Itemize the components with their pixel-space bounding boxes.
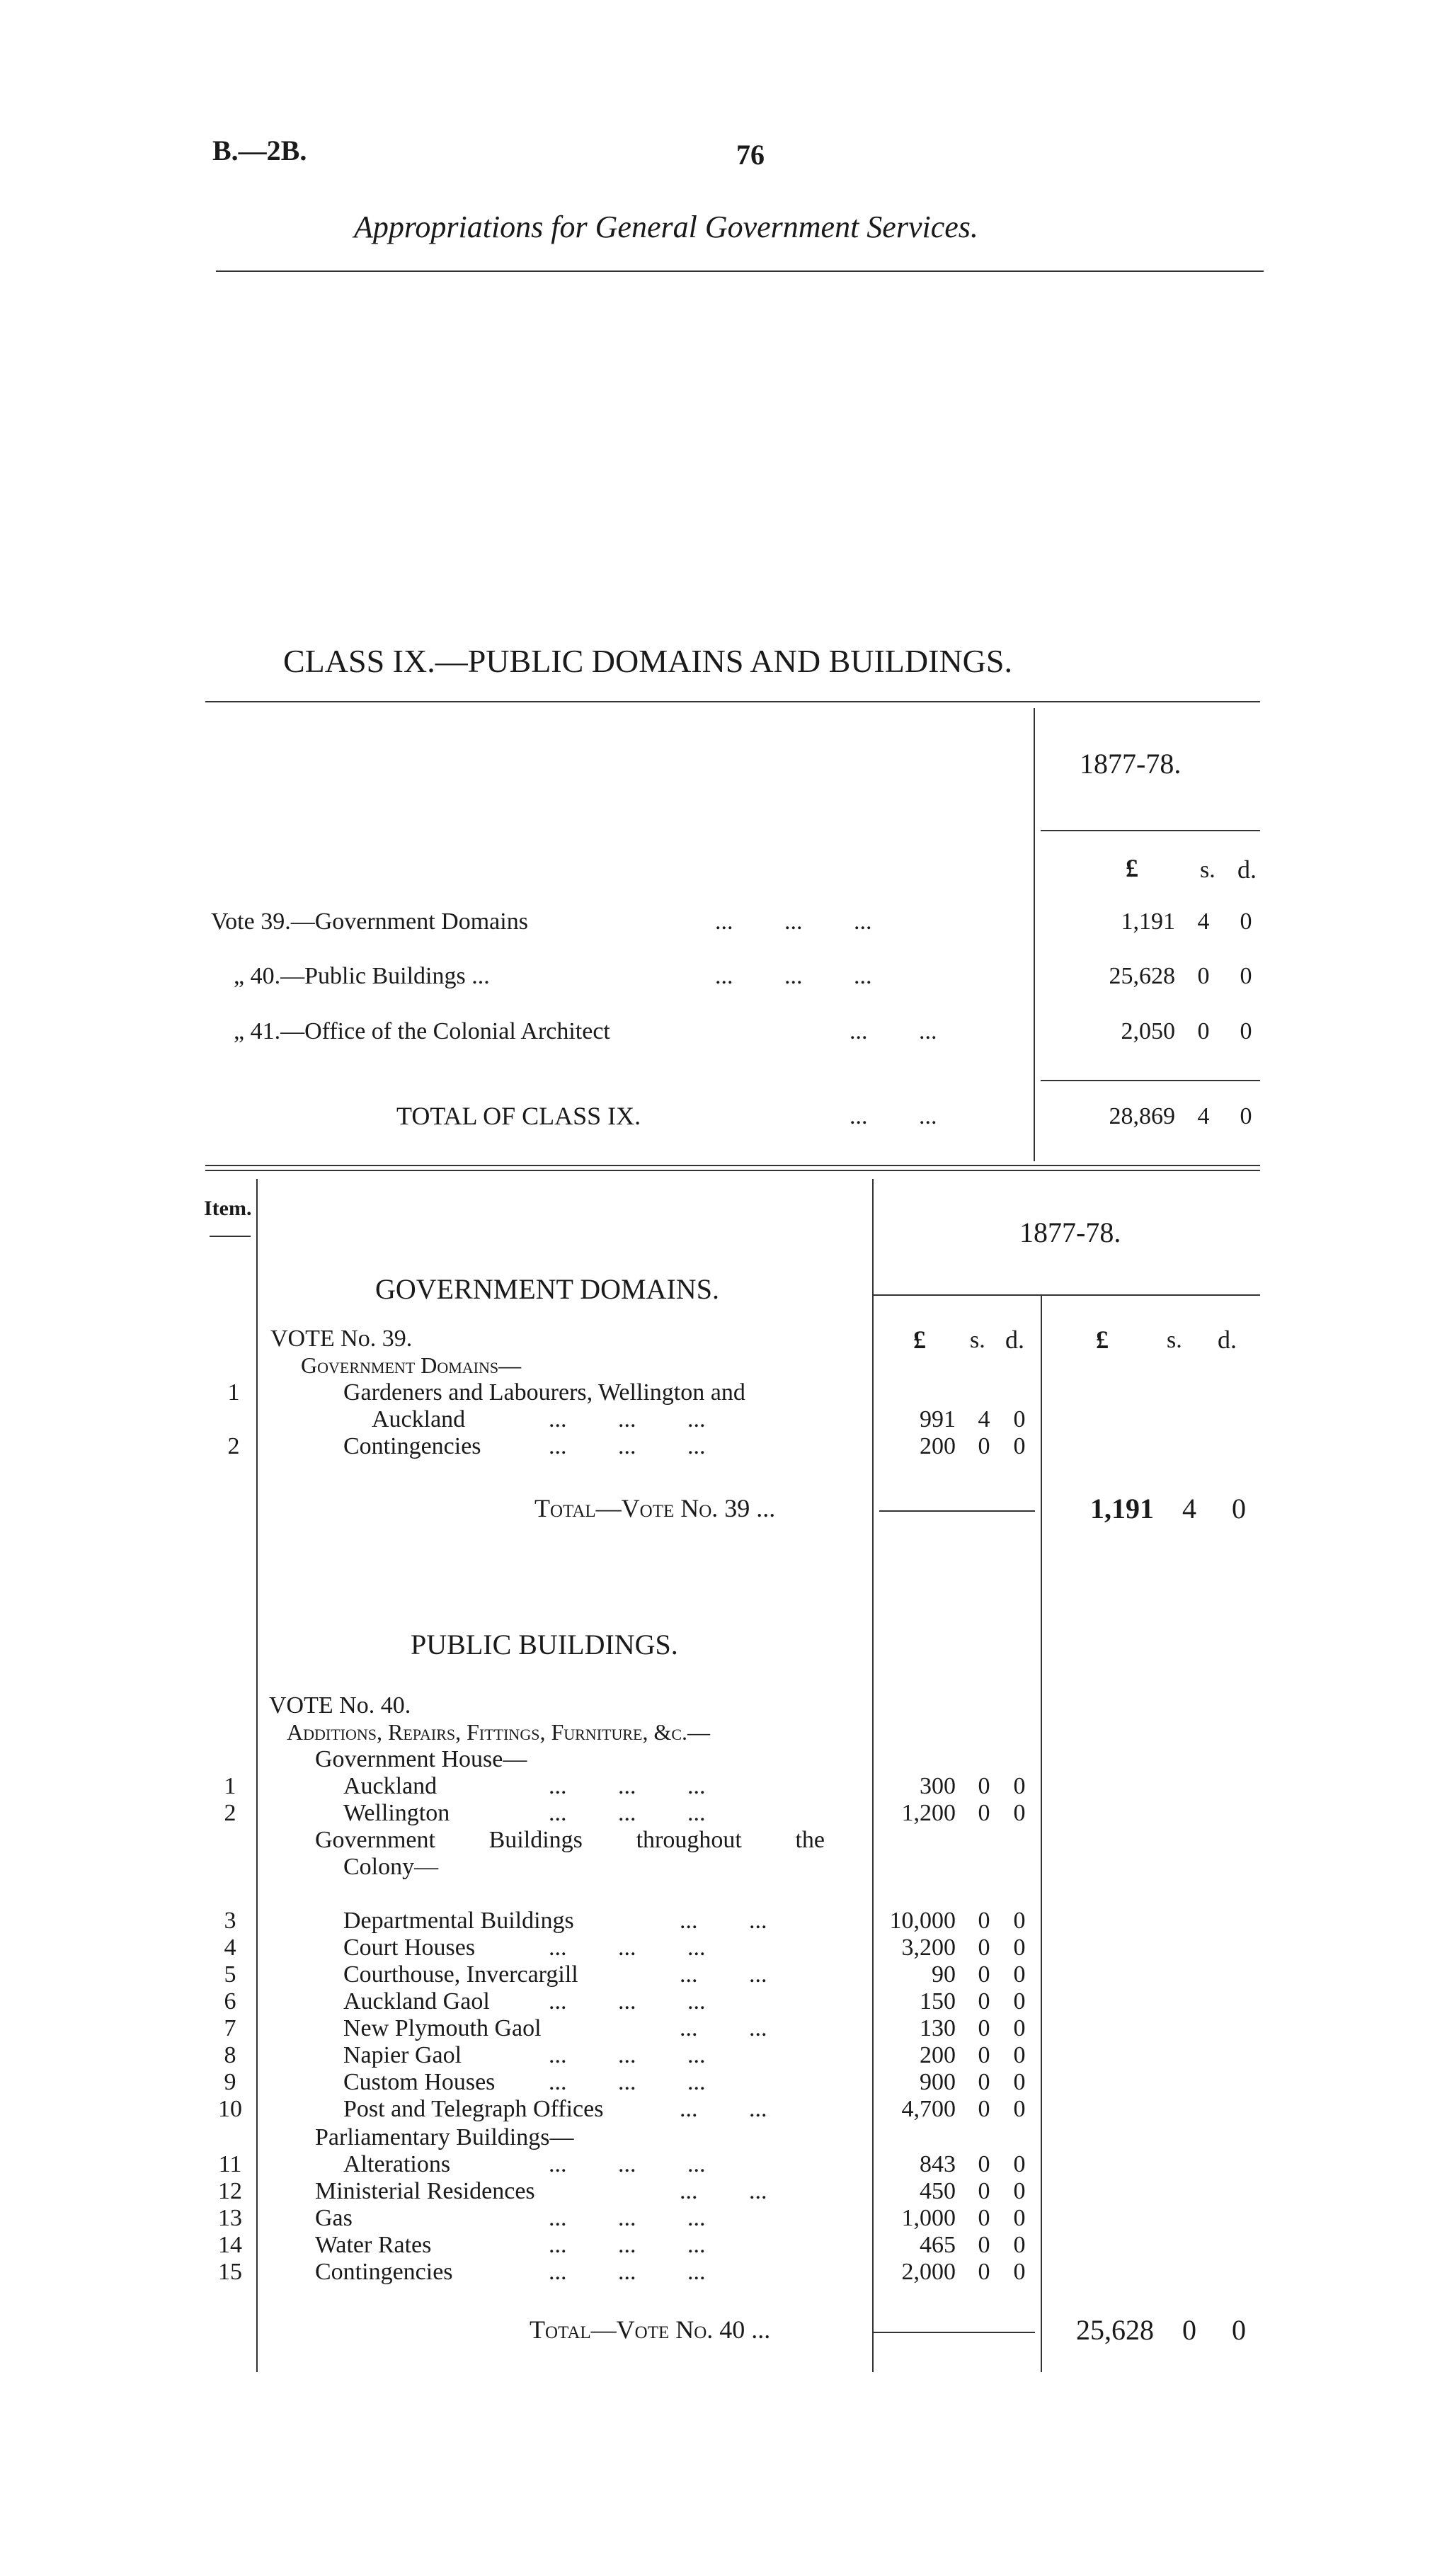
item-label: Auckland <box>343 1773 437 1799</box>
item-number: 9 <box>224 2069 236 2095</box>
detail-year: 1877-78. <box>1019 1216 1121 1248</box>
item-pounds: 130 <box>920 2015 956 2041</box>
item-shillings: 0 <box>978 2205 990 2231</box>
domains-total-shillings: 4 <box>1182 1493 1196 1524</box>
item-leaders: ... ... ... <box>549 1800 706 1826</box>
item-shillings: 0 <box>978 2178 990 2204</box>
item-shillings: 0 <box>978 1908 990 1934</box>
item-number: 14 <box>218 2232 242 2258</box>
item-number: 2 <box>224 1800 236 1826</box>
item-pence: 0 <box>1013 1433 1026 1459</box>
domains-total-pence: 0 <box>1232 1493 1246 1524</box>
item-header-rule <box>210 1236 251 1237</box>
group-government-house: Government House— <box>315 1746 527 1772</box>
buildings-total-rule <box>872 2332 1035 2333</box>
item-shillings: 0 <box>978 2232 990 2258</box>
item-leaders: ... ... ... <box>549 2069 706 2095</box>
item-leaders: ... ... ... <box>549 1988 706 2014</box>
domains-total-pounds: 1,191 <box>1090 1493 1154 1524</box>
item-shillings: 0 <box>978 1934 990 1961</box>
summary-row-label: „ 41.—Office of the Colonial Architect <box>234 1018 610 1044</box>
item-pounds: 4,700 <box>901 2096 956 2122</box>
item-shillings: 4 <box>978 1406 990 1432</box>
item-leaders: ... ... ... <box>549 1406 706 1432</box>
item-pounds: 200 <box>920 1433 956 1459</box>
item-shillings: 0 <box>978 1800 990 1826</box>
item-pence: 0 <box>1013 2178 1026 2204</box>
item-number: 10 <box>218 2096 242 2122</box>
item-leaders: ... ... ... <box>549 1433 706 1459</box>
item-leaders: ... ... ... <box>549 1934 706 1961</box>
summary-row-pounds: 1,191 <box>1121 908 1175 935</box>
domains-subhead: Government Domains— <box>301 1352 522 1378</box>
detail-col-s: s. <box>970 1327 985 1353</box>
detail-col-d: d. <box>1005 1326 1024 1354</box>
item-number: 5 <box>224 1961 236 1988</box>
item-number: 1 <box>224 1773 236 1799</box>
item-label: Contingencies <box>315 2259 453 2285</box>
summary-total-label: TOTAL OF CLASS IX. <box>396 1102 641 1130</box>
group-government-buildings-continued: Colony— <box>343 1854 439 1880</box>
summary-row-shillings: 0 <box>1197 963 1210 989</box>
item-number: 8 <box>224 2042 236 2068</box>
domains-total-label: Total—Vote No. 39 ... <box>534 1494 776 1522</box>
summary-column-divider <box>1034 708 1035 1161</box>
group-parliamentary-buildings: Parliamentary Buildings— <box>315 2124 574 2150</box>
item-column-divider <box>256 1179 258 2372</box>
item-leaders: ... ... <box>680 1908 767 1934</box>
summary-year: 1877-78. <box>1080 748 1182 780</box>
domains-vote-number: VOTE No. 39. <box>270 1326 413 1352</box>
document-reference: B.—2B. <box>212 135 307 166</box>
item-leaders: ... ... ... <box>549 2042 706 2068</box>
summary-bottom-rule-2 <box>205 1170 1260 1171</box>
buildings-heading: PUBLIC BUILDINGS. <box>411 1629 678 1660</box>
summary-year-rule <box>1041 830 1260 831</box>
detail-col-pound: £ <box>913 1326 926 1354</box>
item-shillings: 0 <box>978 2151 990 2177</box>
item-shillings: 0 <box>978 1988 990 2014</box>
summary-row-shillings: 4 <box>1197 908 1210 935</box>
item-pence: 0 <box>1013 2259 1026 2285</box>
item-number: 7 <box>224 2015 236 2041</box>
domains-total-rule <box>879 1510 1035 1512</box>
amount-column-divider <box>872 1179 874 2372</box>
item-shillings: 0 <box>978 1433 990 1459</box>
item-number: 13 <box>218 2205 242 2231</box>
item-number: 4 <box>224 1934 236 1961</box>
item-label: Gardeners and Labourers, Wellington and <box>343 1379 745 1406</box>
item-pence: 0 <box>1013 1908 1026 1934</box>
buildings-total-pounds: 25,628 <box>1076 2314 1154 2346</box>
item-pounds: 200 <box>920 2042 956 2068</box>
group-government-buildings: Government Buildings throughout the <box>315 1827 825 1853</box>
item-shillings: 0 <box>978 2015 990 2041</box>
item-shillings: 0 <box>978 2042 990 2068</box>
item-label: Departmental Buildings <box>343 1908 574 1934</box>
item-pounds: 10,000 <box>889 1908 956 1934</box>
item-leaders: ... ... ... <box>549 1773 706 1799</box>
item-leaders: ... ... ... <box>549 2259 706 2285</box>
item-label: Wellington <box>343 1800 450 1826</box>
item-pence: 0 <box>1013 2205 1026 2231</box>
buildings-total-label: Total—Vote No. 40 ... <box>530 2315 771 2344</box>
item-leaders: ... ... <box>680 2015 767 2041</box>
item-pounds: 2,000 <box>901 2259 956 2285</box>
item-pence: 0 <box>1013 2069 1026 2095</box>
item-pence: 0 <box>1013 1934 1026 1961</box>
item-label: Courthouse, Invercargill <box>343 1961 578 1988</box>
item-label: Custom Houses <box>343 2069 496 2095</box>
item-label: Alterations <box>343 2151 451 2177</box>
summary-total-pence: 0 <box>1240 1103 1252 1129</box>
item-shillings: 0 <box>978 1961 990 1988</box>
item-number: 1 <box>227 1379 240 1406</box>
summary-bottom-rule <box>205 1165 1260 1166</box>
summary-col-pound: £ <box>1126 854 1138 882</box>
buildings-total-pence: 0 <box>1232 2314 1246 2346</box>
class-heading-rule <box>205 701 1260 702</box>
domains-heading: GOVERNMENT DOMAINS. <box>375 1273 719 1305</box>
item-pounds: 991 <box>920 1406 956 1432</box>
summary-row-shillings: 0 <box>1197 1018 1210 1044</box>
item-pence: 0 <box>1013 1406 1026 1432</box>
page-title: Appropriations for General Government Services. <box>354 210 978 244</box>
item-pence: 0 <box>1013 1961 1026 1988</box>
item-shillings: 0 <box>978 2096 990 2122</box>
summary-total-shillings: 4 <box>1197 1103 1210 1129</box>
item-label-continued: Auckland <box>372 1406 466 1432</box>
item-leaders: ... ... <box>680 2178 767 2204</box>
item-number: 11 <box>218 2151 242 2177</box>
summary-row-leaders: ... ... ... <box>715 963 872 989</box>
item-label: Court Houses <box>343 1934 476 1961</box>
summary-row-pounds: 2,050 <box>1121 1018 1175 1044</box>
page-number: 76 <box>736 139 765 171</box>
summary-total-pounds: 28,869 <box>1109 1103 1175 1129</box>
item-label: Ministerial Residences <box>315 2178 535 2204</box>
summary-row-leaders: ... ... ... <box>715 908 872 935</box>
item-pence: 0 <box>1013 1773 1026 1799</box>
item-pounds: 300 <box>920 1773 956 1799</box>
item-pence: 0 <box>1013 1988 1026 2014</box>
buildings-total-shillings: 0 <box>1182 2314 1196 2346</box>
item-pounds: 150 <box>920 1988 956 2014</box>
item-pounds: 450 <box>920 2178 956 2204</box>
item-pence: 0 <box>1013 2042 1026 2068</box>
class-heading: CLASS IX.—PUBLIC DOMAINS AND BUILDINGS. <box>283 643 1012 679</box>
item-pounds: 843 <box>920 2151 956 2177</box>
summary-row-leaders: ... ... <box>850 1018 937 1044</box>
item-number: 6 <box>224 1988 236 2014</box>
subtotal-column-divider <box>1041 1296 1042 2372</box>
item-header: Item. <box>204 1197 252 1220</box>
summary-col-d: d. <box>1237 855 1257 884</box>
detail-col-d-total: d. <box>1218 1326 1237 1354</box>
item-pence: 0 <box>1013 2151 1026 2177</box>
item-shillings: 0 <box>978 1773 990 1799</box>
item-pence: 0 <box>1013 2096 1026 2122</box>
detail-col-s-total: s. <box>1167 1327 1182 1353</box>
buildings-subhead: Additions, Repairs, Fittings, Furniture, &c.— <box>287 1719 711 1745</box>
item-leaders: ... ... ... <box>549 2151 706 2177</box>
item-label: New Plymouth Gaol <box>343 2015 542 2041</box>
item-pounds: 1,200 <box>901 1800 956 1826</box>
item-pounds: 3,200 <box>901 1934 956 1961</box>
summary-row-label: Vote 39.—Government Domains <box>211 908 528 935</box>
item-pounds: 465 <box>920 2232 956 2258</box>
summary-row-label: „ 40.—Public Buildings ... <box>234 963 490 989</box>
summary-total-leaders: ... ... <box>850 1103 937 1129</box>
item-pounds: 90 <box>932 1961 956 1988</box>
item-shillings: 0 <box>978 2259 990 2285</box>
summary-col-s: s. <box>1200 857 1216 883</box>
summary-row-pence: 0 <box>1240 1018 1252 1044</box>
item-leaders: ... ... <box>680 1961 767 1988</box>
summary-row-pounds: 25,628 <box>1109 963 1175 989</box>
item-pounds: 900 <box>920 2069 956 2095</box>
item-number: 3 <box>224 1908 236 1934</box>
summary-total-rule <box>1041 1080 1260 1081</box>
item-shillings: 0 <box>978 2069 990 2095</box>
item-label: Auckland Gaol <box>343 1988 490 2014</box>
item-label: Water Rates <box>315 2232 432 2258</box>
item-number: 2 <box>227 1433 240 1459</box>
item-pence: 0 <box>1013 2015 1026 2041</box>
item-pounds: 1,000 <box>901 2205 956 2231</box>
summary-row-pence: 0 <box>1240 963 1252 989</box>
item-leaders: ... ... ... <box>549 2232 706 2258</box>
item-label: Contingencies <box>343 1433 481 1459</box>
item-label: Napier Gaol <box>343 2042 462 2068</box>
item-pence: 0 <box>1013 2232 1026 2258</box>
item-pence: 0 <box>1013 1800 1026 1826</box>
detail-col-pound-total: £ <box>1096 1326 1109 1354</box>
item-leaders: ... ... ... <box>549 2205 706 2231</box>
buildings-vote-number: VOTE No. 40. <box>269 1692 411 1719</box>
header-rule <box>216 270 1264 272</box>
item-number: 15 <box>218 2259 242 2285</box>
item-label: Post and Telegraph Offices <box>343 2096 604 2122</box>
item-number: 12 <box>218 2178 242 2204</box>
item-leaders: ... ... <box>680 2096 767 2122</box>
summary-row-pence: 0 <box>1240 908 1252 935</box>
detail-year-rule <box>872 1294 1260 1296</box>
item-label: Gas <box>315 2205 353 2231</box>
